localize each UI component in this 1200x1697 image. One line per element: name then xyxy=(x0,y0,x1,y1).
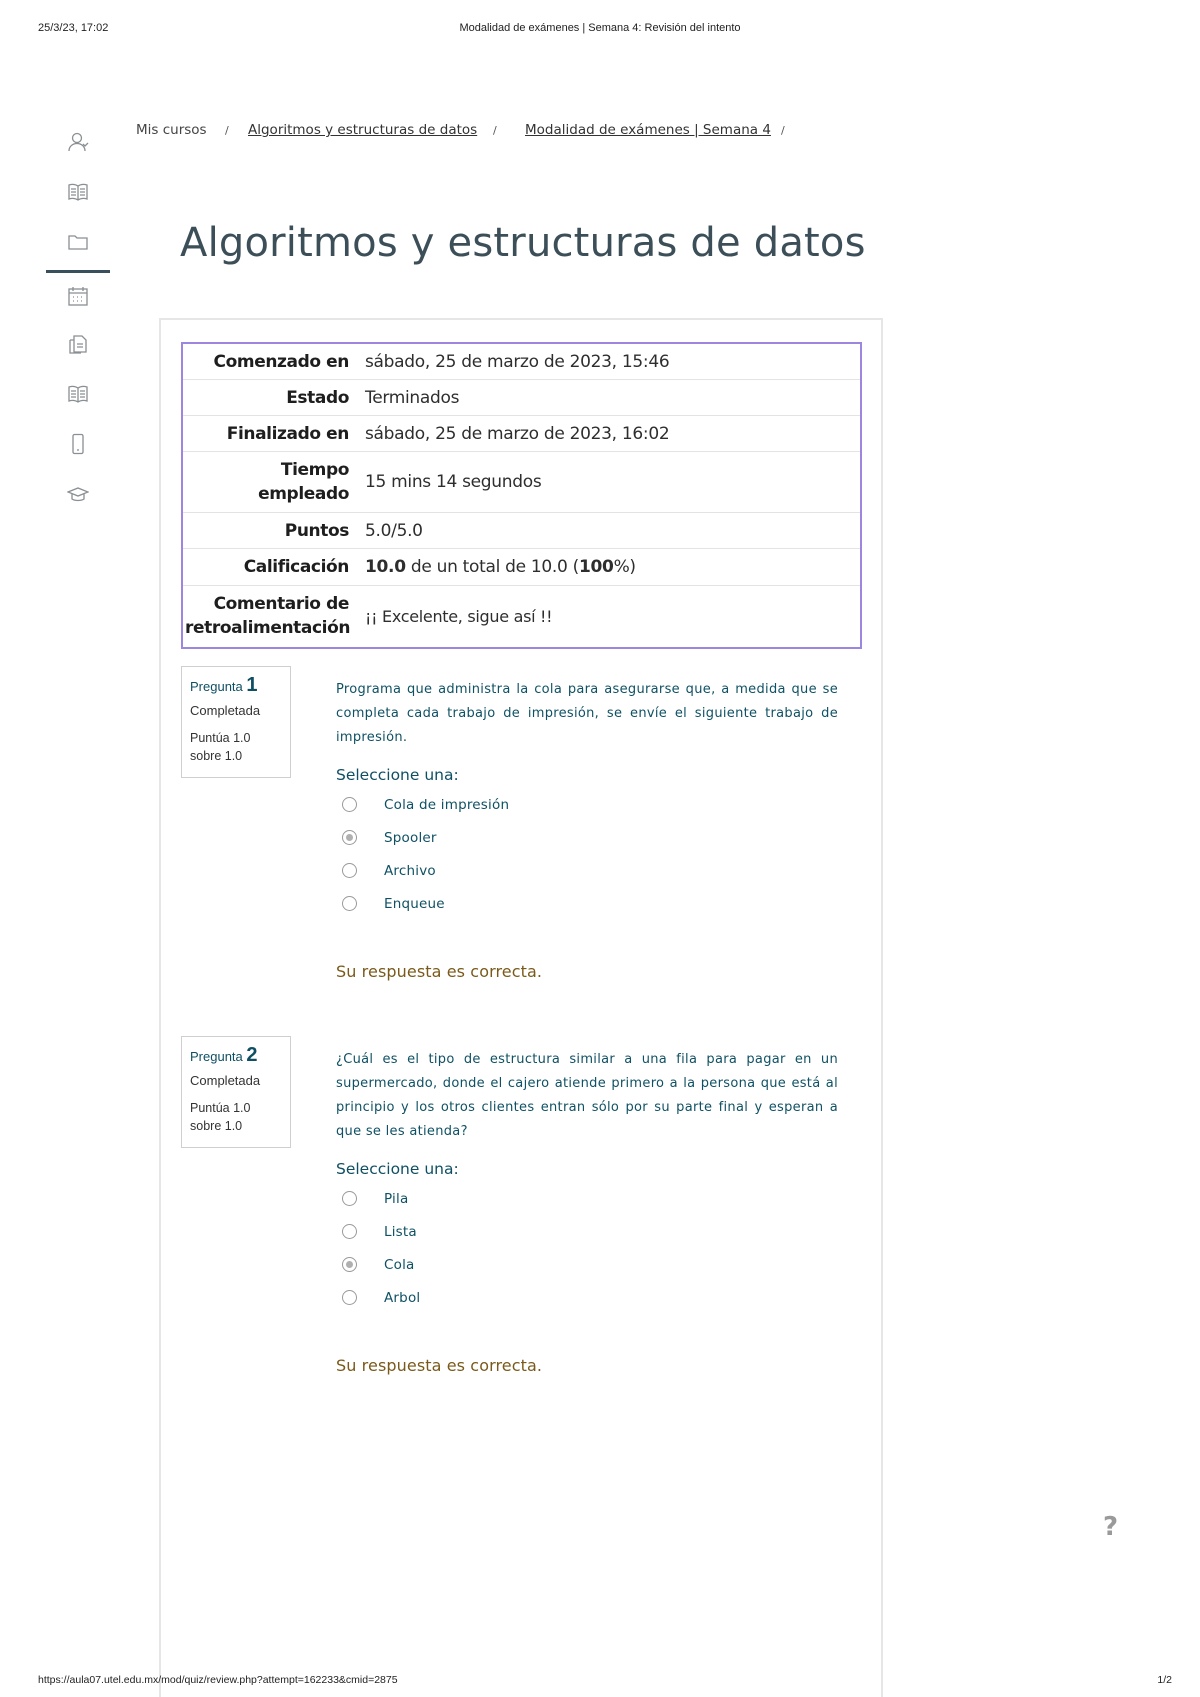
grade-percent: 100 xyxy=(578,557,614,577)
active-nav-indicator xyxy=(46,270,110,273)
graduation-cap-icon[interactable] xyxy=(66,482,90,506)
question-prompt: Seleccione una: xyxy=(336,766,459,784)
book-open-icon[interactable] xyxy=(66,382,90,406)
question-text: Programa que administra la cola para asegurarse que, a medida que se completa cada trabajo de impresión, se envíe el siguiente trabajo de impresión. xyxy=(336,682,838,745)
print-url: https://aula07.utel.edu.mx/mod/quiz/review.php?attempt=162233&cmid=2875 xyxy=(38,1674,398,1686)
summary-label: Calificación xyxy=(243,557,349,577)
question-body-2 xyxy=(336,1048,838,1375)
breadcrumb-exam-link[interactable]: Modalidad de exámenes | Semana 4 xyxy=(525,122,771,138)
summary-label: Finalizado en xyxy=(226,424,349,444)
question-label: Pregunta xyxy=(190,1049,243,1064)
question-number-value: 1 xyxy=(246,674,258,696)
book-icon[interactable] xyxy=(66,180,90,204)
question-label: Pregunta xyxy=(190,679,243,694)
answer-label[interactable]: Cola de impresión xyxy=(384,796,510,813)
summary-value: 5.0/5.0 xyxy=(365,520,423,541)
answer-options xyxy=(336,788,838,920)
attempt-summary-table xyxy=(181,342,862,649)
summary-value xyxy=(349,549,860,585)
answer-label[interactable]: Enqueue xyxy=(384,895,445,912)
answer-option[interactable] xyxy=(336,1215,838,1248)
answer-option[interactable] xyxy=(336,854,838,887)
radio-button[interactable] xyxy=(342,1224,357,1239)
folder-icon[interactable] xyxy=(66,230,90,254)
question-mark-line: Puntúa 1.0 xyxy=(190,731,251,745)
calendar-icon[interactable] xyxy=(66,284,90,308)
user-icon[interactable] xyxy=(66,130,90,154)
answer-label[interactable]: Arbol xyxy=(384,1289,421,1306)
answer-option[interactable] xyxy=(336,887,838,920)
summary-row-started xyxy=(183,344,860,380)
answer-option[interactable] xyxy=(336,1281,838,1314)
answer-label[interactable]: Archivo xyxy=(384,862,436,879)
summary-value: ¡¡ Excelente, sigue así !! xyxy=(365,606,553,626)
summary-label: Tiempo empleado xyxy=(258,460,349,504)
summary-label: Comenzado en xyxy=(213,352,349,372)
question-number-value: 2 xyxy=(246,1044,258,1066)
question-mark-line: sobre 1.0 xyxy=(190,1119,243,1133)
question-mark-line: Puntúa 1.0 xyxy=(190,1101,251,1115)
breadcrumb-separator: / xyxy=(225,124,229,137)
answer-option[interactable] xyxy=(336,788,838,821)
question-body-1 xyxy=(336,678,838,981)
summary-row-feedback xyxy=(183,586,860,647)
documents-icon[interactable] xyxy=(66,332,90,356)
summary-value: Terminados xyxy=(365,387,460,408)
question-state: Completada xyxy=(190,1073,261,1088)
question-info-2 xyxy=(181,1036,291,1148)
breadcrumb-separator: / xyxy=(493,124,497,137)
grade-value: 10.0 xyxy=(365,557,406,577)
mobile-icon[interactable] xyxy=(66,432,90,456)
answer-feedback: Su respuesta es correcta. xyxy=(336,1356,543,1375)
answer-label[interactable]: Pila xyxy=(384,1190,409,1207)
answer-option[interactable] xyxy=(336,1182,838,1215)
question-number xyxy=(190,1046,282,1066)
radio-button[interactable] xyxy=(342,1191,357,1206)
print-datetime: 25/3/23, 17:02 xyxy=(38,22,109,34)
print-page-number: 1/2 xyxy=(1157,1674,1172,1686)
radio-button[interactable] xyxy=(342,863,357,878)
summary-label: Estado xyxy=(286,388,349,408)
page-title: Algoritmos y estructuras de datos xyxy=(180,220,866,266)
question-info-1 xyxy=(181,666,291,778)
summary-label: Puntos xyxy=(284,521,349,541)
question-text: ¿Cuál es el tipo de estructura similar a una fila para pagar en un supermercado, donde el cajero atiende primero a la persona que está al principio y los otros clientes entran sólo por su parte final y esperan a que se les atienda? xyxy=(336,1052,838,1139)
answer-label[interactable]: Lista xyxy=(384,1223,417,1240)
summary-label: Comentario de retroalimentación xyxy=(185,594,351,638)
summary-value: sábado, 25 de marzo de 2023, 16:02 xyxy=(365,423,670,444)
radio-button-selected[interactable] xyxy=(342,1257,357,1272)
summary-value: sábado, 25 de marzo de 2023, 15:46 xyxy=(365,351,670,372)
print-page-title: Modalidad de exámenes | Semana 4: Revisión del intento xyxy=(459,22,741,34)
question-number xyxy=(190,676,282,696)
radio-button[interactable] xyxy=(342,896,357,911)
question-mark-line: sobre 1.0 xyxy=(190,749,243,763)
answer-label[interactable]: Cola xyxy=(384,1256,415,1273)
answer-option[interactable] xyxy=(336,1248,838,1281)
breadcrumb-mis-cursos[interactable]: Mis cursos xyxy=(136,122,207,138)
radio-button[interactable] xyxy=(342,797,357,812)
answer-options xyxy=(336,1182,838,1314)
breadcrumb-separator: / xyxy=(781,124,785,137)
summary-row-grade xyxy=(183,549,860,586)
summary-row-state xyxy=(183,380,860,416)
breadcrumb-course-link[interactable]: Algoritmos y estructuras de datos xyxy=(248,122,478,138)
grade-text: de un total de 10.0 ( xyxy=(405,557,579,577)
radio-button[interactable] xyxy=(342,1290,357,1305)
summary-row-points xyxy=(183,513,860,549)
radio-button-selected[interactable] xyxy=(342,830,357,845)
question-mark xyxy=(190,1099,282,1135)
summary-value: 15 mins 14 segundos xyxy=(365,472,542,492)
question-prompt: Seleccione una: xyxy=(336,1160,459,1178)
summary-row-time-taken xyxy=(183,452,860,513)
answer-label[interactable]: Spooler xyxy=(384,829,437,846)
help-icon[interactable]: ? xyxy=(1103,1512,1119,1542)
question-mark xyxy=(190,729,282,765)
answer-feedback: Su respuesta es correcta. xyxy=(336,962,543,981)
question-state: Completada xyxy=(190,703,261,718)
summary-row-finished xyxy=(183,416,860,452)
answer-option[interactable] xyxy=(336,821,838,854)
grade-text-end: %) xyxy=(613,557,636,577)
